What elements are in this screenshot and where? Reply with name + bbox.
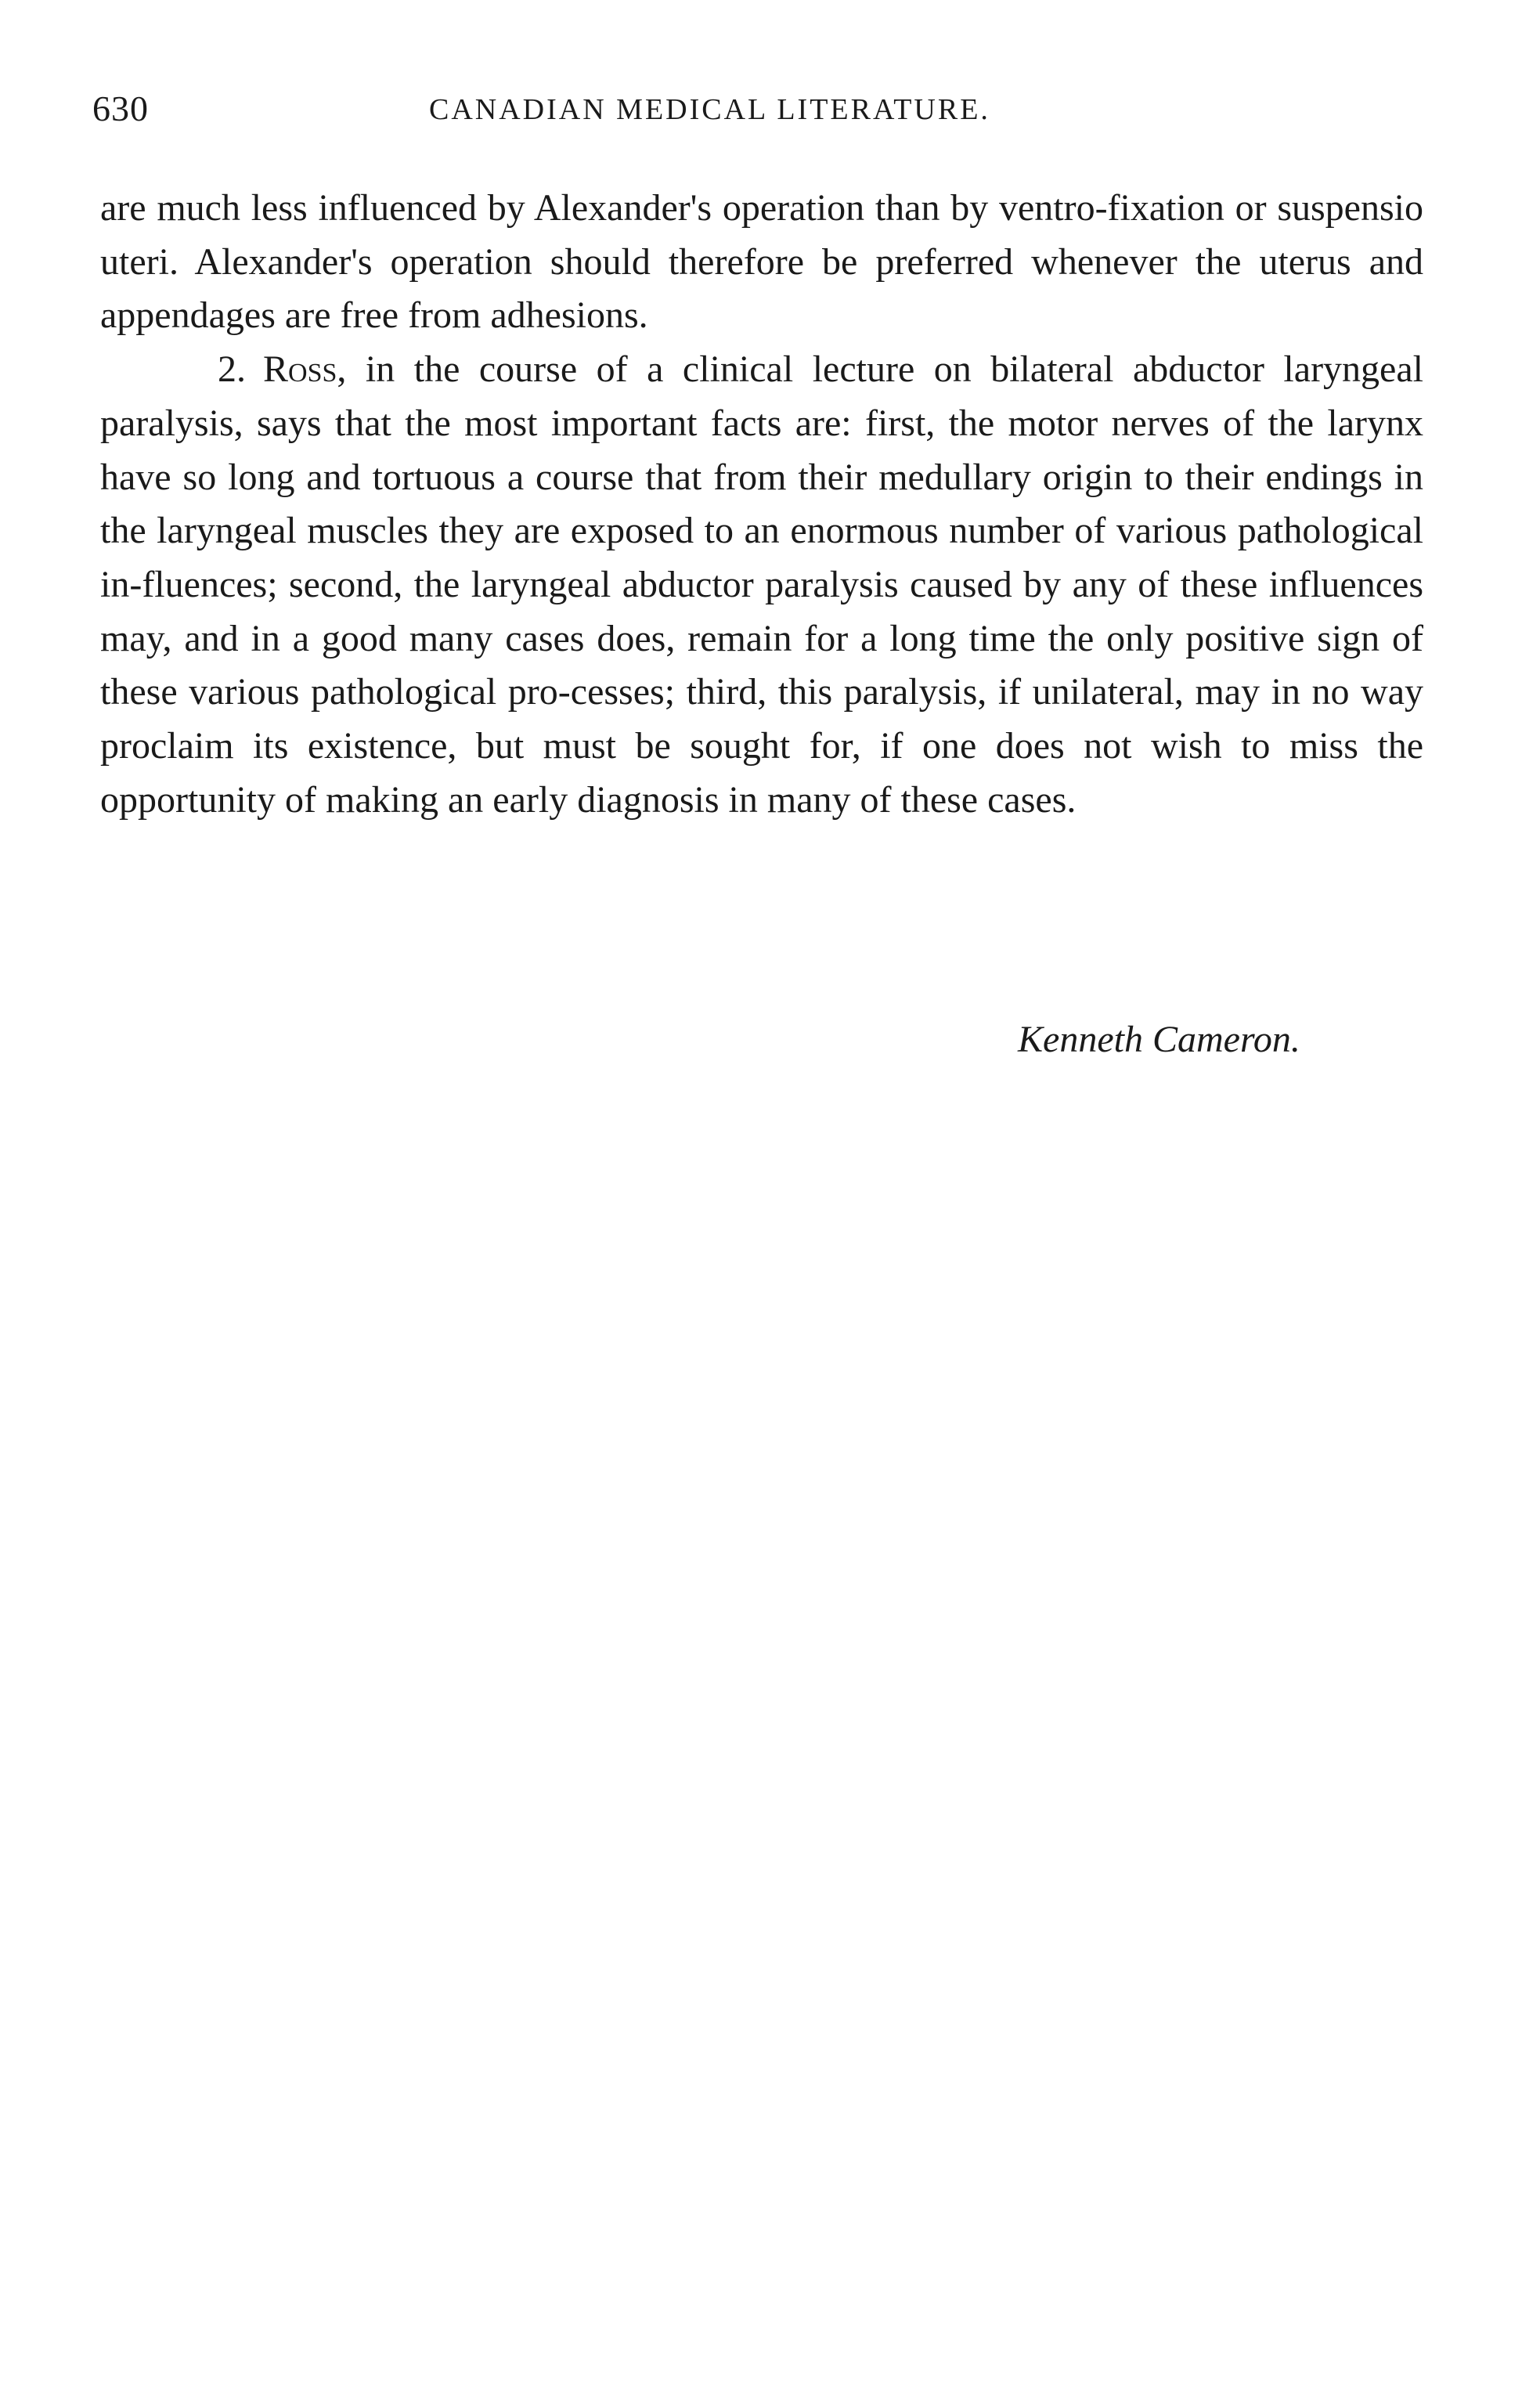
continuation-paragraph: are much less influenced by Alexander's operation than by ventro-fixation or suspensio uteri. Alexander's operation should therefore be preferred whenever the uterus and appendages are free from adhesions. xyxy=(100,187,1423,337)
cited-author: Ross xyxy=(263,348,337,391)
article-body xyxy=(100,182,1423,827)
author-signature: Kenneth Cameron. xyxy=(1018,1019,1300,1060)
paragraph-2-text: , in the course of a clinical lecture on bilateral abductor laryngeal paralysis, says that the most important facts are: first, the motor nerves of the larynx have so long and tortuous a course that from their medullary origin to their endings in the laryngeal muscles they are exposed to an enormous number of various pathological in-fluences; second, the laryngeal abductor paralysis caused by any of these influences may, and in a good many cases does, remain for a long time the only positive sign of these various pathological pro-cesses; third, this paralysis, if unilateral, may in no way proclaim its existence, but must be sought for, if one does not wish to miss the opportunity of making an early diagnosis in many of these cases. xyxy=(100,348,1423,821)
paragraph-number: 2. xyxy=(218,348,246,391)
running-head xyxy=(92,88,1423,143)
paragraph-2 xyxy=(100,343,1423,827)
journal-title: CANADIAN MEDICAL LITERATURE. xyxy=(429,93,990,126)
page-number: 630 xyxy=(92,88,149,128)
